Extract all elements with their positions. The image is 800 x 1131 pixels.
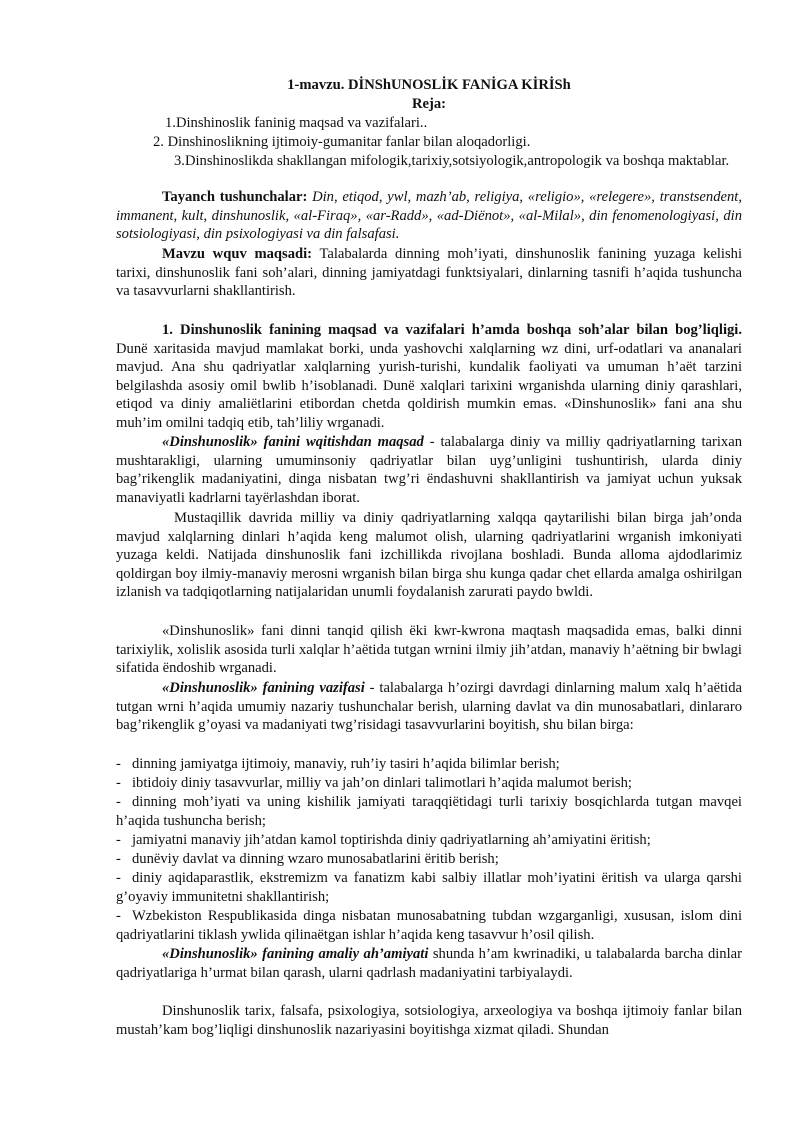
p5-lead: «Dinshunoslik» fanining vazifasi bbox=[162, 680, 365, 696]
section1-paragraph-5 bbox=[116, 679, 742, 735]
section1-paragraph-7: Dinshunoslik tarix, falsafa, psixologiya, sotsiologiya, arxeologiya va boshqa ijtimoiy fanlar bilan mustah’kam bog’liqligi dinshunoslik nazariyasini boyitishga xizmat qiladi. Shundan bbox=[116, 1003, 742, 1038]
list-dash: - bbox=[116, 756, 121, 772]
section1-p1-text: Dunё xaritasida mavjud mamlakat borki, unda yashovchi xalqlarning wz dini, urf-odatlari va ananalari mavjud. Ana shu qadriyatlar xalqlarning yurish-turishi, kundalik faoliyati va umuman h’aёt tarzini belgilashda asosiy omil bwlib h’isoblanadi. Dunё xalqlari tarixini wrganishda ularning diniy qarashlari, etiqod va diniy amaliёtlarini etibordan chetda qoldirish mumkin emas. «Dinshunoslik» fani ana shu muh’im omilni tadqiq etib, tah’liliy wrganadi. bbox=[116, 340, 742, 431]
list-item: - diniy aqidaparastlik, ekstremizm va fanatizm kabi salbiy illatlar moh’iyatini ёritish va ularga qarshi g’oyaviy immunitetni shakllantirish; bbox=[116, 870, 742, 905]
p5-text: - talabalarga h’ozirgi davrdagi dinlarning malum xalq h’aёtida tutgan wrni h’aqida umumiy nazariy tushunchalar berish, ularning davlat va din munosabatlari, dinlararo bag’rikenglik g’oyasi va madaniyati twg’risidagi tasavvurlarini boyitish, shu bilan birga: bbox=[116, 680, 742, 734]
key-concepts-text: Din, etiqod, ywl, mazh’ab, religiya, «religio», «relegere», transtsendent, immanent, kult, dinshunoslik, «al-Firaq», «ar-Radd», «ad-Diёnot», «al-Milal», din fenomenologiyasi, din sotsiologiyasi, din psixologiyasi va din falsafasi. bbox=[116, 189, 742, 243]
plan-heading: Reja: bbox=[411, 96, 447, 112]
p2-text: - talabalarga diniy va milliy qadriyatlarning tarixan mushtarakligi, ularning umuminsoniy qadriyatlar bilan uyg’unligini tushuntirish, ularda diniy bag’rikenglik madaniyatini, dinga nisbatan twg’ri ёndashuvni shakllantirish va jamiyat uchun yuksak manaviyatli kadrlarni tayёrlashdan iborat. bbox=[116, 434, 743, 506]
goal-text: Talabalarda dinning moh’iyati, dinshunoslik fanining yuzaga kelishi tarixi, dinshunoslik fani soh’alari, dinning jamiyatdagi funktsiyalari, dinlarning tasnifi h’aqida tushuncha va tasavvurlarni shakllantirish. bbox=[116, 246, 742, 300]
section1-paragraph-4: «Dinshunoslik» fani dinni tanqid qilish ёki kwr-kwrona maqtash maqsadida emas, balki dinni tarixiylik, xolislik asosida turli xalqlar h’aёtida tutgan wrnini ilmiy jih’atdan, manaviy h’aёtning bir bwlagi sifatida ёndoshib wrganadi. bbox=[116, 623, 742, 677]
section1-heading: 1. Dinshunoslik fanining maqsad va vazifalari h’amda boshqa soh’alar bilan bog’liqligi. bbox=[162, 322, 742, 338]
goal-label: Mavzu wquv maqsadi: bbox=[162, 246, 313, 262]
document-title: 1-mavzu. DİNShUNOSLİK FANİGA KİRİSh bbox=[287, 77, 571, 93]
goal-paragraph bbox=[116, 245, 742, 301]
list-item: - dunёviy davlat va dinning wzaro munosabatlarini ёritib berish; bbox=[116, 851, 499, 867]
list-item: - dinning moh’iyati va uning kishilik jamiyati taraqqiёtidagi turli tarixiy bosqichlarda tutgan mavqei h’aqida tushuncha berish; bbox=[116, 794, 742, 829]
plan-item-2: 2. Dinshinoslikning ijtimoiy-gumanitar fanlar bilan aloqadorligi. bbox=[153, 134, 531, 150]
key-concepts-label: Tayanch tushunchalar: bbox=[162, 189, 308, 205]
list-dash: - bbox=[116, 775, 121, 791]
list-dash: - bbox=[116, 794, 121, 810]
list-dash: - bbox=[116, 908, 121, 924]
section1-paragraph-2 bbox=[116, 433, 742, 507]
plan-item-1: 1.Dinshinoslik faninig maqsad va vazifalari.. bbox=[165, 115, 428, 131]
section1-paragraph-1 bbox=[116, 321, 742, 433]
plan-item-3: 3.Dinshinoslikda shakllangan mifologik,tarixiy,sotsiyologik,antropologik va boshqa maktablar. bbox=[174, 153, 730, 169]
list-item: - ibtidoiy diniy tasavvurlar, milliy va jah’on dinlari talimotlari h’aqida malumot berish; bbox=[116, 775, 632, 791]
p2-lead: «Dinshunoslik» fanini wqitishdan maqsad bbox=[162, 434, 424, 450]
list-dash: - bbox=[116, 851, 121, 867]
list-item: - jamiyatni manaviy jih’atdan kamol toptirishda diniy qadriyatlarning ah’amiyatini ёritish; bbox=[116, 832, 651, 848]
list-dash: - bbox=[116, 832, 121, 848]
list-dash: - bbox=[116, 870, 121, 886]
section1-paragraph-3: Mustaqillik davrida milliy va diniy qadriyatlarning xalqqa qaytarilishi bilan birga jah’onda mavjud xalqlarning dinlari h’aqida keng malumot olish, ularning qadriyatlarini wrganish imkoniyati yuzaga keldi. Natijada dinshunoslik fani izchillikda rivojlana boshladi. Bunda alloma ajdodlarimiz qoldirgan boy ilmiy-manaviy merosni wrganish bilan birga shu kunga qadar chet ellarda amalga oshirilgan izlanish va tadqiqotlarning natijalaridan unumli foydalanish zarurati paydo bwldi. bbox=[116, 510, 742, 601]
section1-paragraph-6 bbox=[116, 945, 742, 982]
key-concepts bbox=[116, 188, 742, 244]
list-item: - dinning jamiyatga ijtimoiy, manaviy, ruh’iy tasiri h’aqida bilimlar berish; bbox=[116, 756, 560, 772]
p6-lead: «Dinshunoslik» fanining amaliy ah’amiyati bbox=[162, 946, 429, 962]
list-item: - Wzbekiston Respublikasida dinga nisbatan munosabatning tubdan wzgarganligi, xususan, islom dini qadriyatlarini tiklash ywlida qilinaёtgan ishlar h’aqida keng tasavvur h’osil qilish. bbox=[116, 908, 742, 943]
p6-text: shunda h’am kwrinadiki, u talabalarda barcha dinlar qadriyatlariga h’urmat bilan qarash, ularni qadrlash madaniyatini tarbiyalaydi. bbox=[116, 946, 742, 981]
